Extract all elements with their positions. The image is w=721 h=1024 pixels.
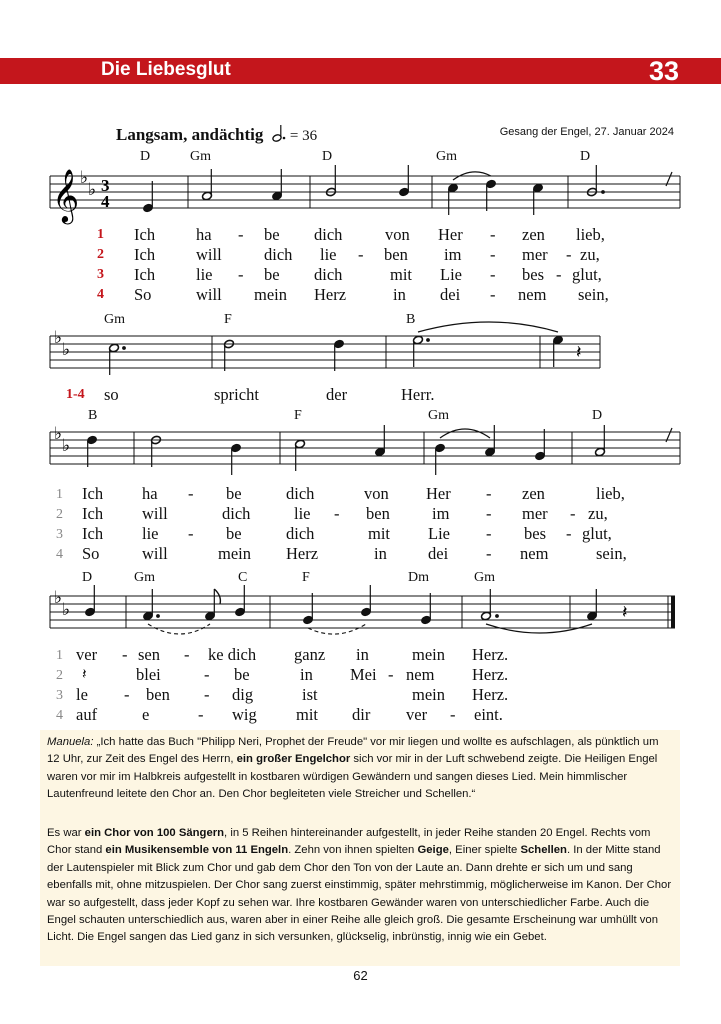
verse-number: 3 — [56, 688, 63, 703]
chord-symbol: Dm — [408, 570, 429, 585]
lyric-syllable: glut, — [572, 265, 602, 284]
lyric-syllable: sen — [138, 645, 160, 664]
tempo-text: Langsam, andächtig — [116, 125, 264, 144]
lyric-syllable: dich — [314, 225, 343, 244]
lyric-syllable: - — [490, 285, 496, 304]
narrative-paragraph-2: Es war ein Chor von 100 Sängern, in 5 Reihen hintereinander aufgestellt, in jeder Reihe standen 20 Engel. Rechts vom Chor stand ein Musikensemble von 11 Engeln. Zehn von ihnen spielten Geige, Einer spielte Schellen. In der Mitte stand der Lautenspieler mit Blick zum Chor und gab dem Chor den Ton von der Laute an. Dann drehte er sich um und sang ebenfalls mit, ohne mitzuspielen. Der Chor sang zuerst einstimmig, später mehrstimmig, möglicherweise im Kanon. Der Chor war so aufgestellt, dass jeder Kopf zu sehen war. Ihre kostbaren Gewänder waren von unterschiedlicher Farbe. Auch die Engel schauten unterschiedlich aus, waren aber in einer Reihe alle gleich groß. Die gesamte Erscheinung war umhüllt von Licht. Die Engel sangen das Lied ganz in sich versunken, glückselig, inbrünstig, innig wie ein Gebet. — [47, 827, 672, 944]
lyric-syllable: mein — [412, 685, 445, 704]
lyric-syllable: lie — [196, 265, 213, 284]
lyric-syllable: lie — [320, 245, 337, 264]
lyric-syllable: ganz — [294, 645, 326, 664]
lyric-syllable: So — [134, 285, 152, 304]
tempo-bpm: = 36 — [289, 128, 318, 144]
lyric-syllable: Ich — [134, 245, 156, 264]
lyric-syllable: lie — [142, 524, 159, 543]
chord-symbol: B — [88, 408, 98, 423]
lyric-syllable: sein, — [578, 285, 609, 304]
lyric-syllable: - — [486, 484, 492, 503]
lyric-syllable: mit — [390, 265, 413, 284]
final-barline — [671, 596, 675, 628]
lyric-syllable: dei — [428, 544, 449, 563]
lyric-syllable: zen — [522, 225, 545, 244]
dotted-half-note-icon — [272, 124, 286, 142]
chord-symbol: Gm — [428, 408, 449, 423]
lyric-syllable: ver — [76, 645, 98, 664]
lyric-syllable: bes — [524, 524, 546, 543]
tie — [418, 322, 558, 332]
lyric-syllable: zu, — [588, 504, 608, 523]
lyric-syllable: ist — [302, 685, 318, 704]
lyric-syllable: in — [393, 285, 406, 304]
page-number: 62 — [353, 968, 368, 983]
chord-symbol: F — [302, 570, 310, 585]
lyric-syllable: - — [184, 645, 190, 664]
chord-symbol: F — [224, 312, 232, 327]
tempo-marking — [116, 124, 317, 145]
quarter-rest-icon: 𝄽 — [82, 665, 87, 683]
slur — [440, 429, 490, 438]
lyric-syllable: Herz. — [472, 645, 509, 664]
lyric-syllable: mit — [296, 705, 319, 724]
lyric-syllable: bes — [522, 265, 544, 284]
lyric-syllable: will — [142, 504, 168, 523]
lyric-syllable: von — [364, 484, 389, 503]
lyric-syllable: im — [444, 245, 462, 264]
verse-number: 2 — [97, 247, 104, 262]
lyric-syllable: will — [196, 245, 222, 264]
lyric-syllable: nem — [520, 544, 549, 563]
slur — [308, 624, 366, 634]
lyric-syllable: - — [188, 484, 194, 503]
verse-number: 1 — [97, 227, 104, 242]
lyric-syllable: sein, — [596, 544, 627, 563]
lyric-syllable: Lie — [440, 265, 462, 284]
lyric-syllable: - — [566, 245, 572, 264]
lyric-syllable: - — [124, 685, 130, 704]
lyric-syllable: mein — [412, 645, 445, 664]
lyric-syllable: - — [334, 504, 340, 523]
chord-symbol: D — [592, 408, 603, 423]
key-flat-icon: ♭ — [54, 424, 63, 444]
lyric-syllable: auf — [76, 705, 98, 724]
lyric-syllable: dei — [440, 285, 461, 304]
lyric-syllable: lie — [294, 504, 311, 523]
chord-symbol: D — [140, 149, 151, 164]
lyric-syllable: dich — [264, 245, 293, 264]
lyric-syllable: Ich — [134, 225, 156, 244]
lyric-syllable: so — [104, 385, 119, 404]
treble-clef-icon: 𝄞 — [52, 168, 80, 222]
lyric-syllable: - — [238, 265, 244, 284]
chord-symbol: B — [406, 312, 416, 327]
lyric-syllable: Herr. — [401, 385, 435, 404]
lyric-syllable: Ich — [82, 484, 104, 503]
lyric-syllable: der — [326, 385, 348, 404]
lyric-syllable: - — [566, 524, 572, 543]
lyric-syllable: - — [490, 245, 496, 264]
lyric-syllable: ben — [384, 245, 408, 264]
lyric-syllable: nem — [518, 285, 547, 304]
lyric-syllable: Herz. — [472, 665, 509, 684]
key-flat-icon: ♭ — [62, 340, 71, 360]
lyric-syllable: - — [388, 665, 394, 684]
lyric-syllable: be — [234, 665, 250, 684]
lyric-syllable: in — [374, 544, 387, 563]
lyric-syllable: ben — [146, 685, 170, 704]
lyric-syllable: be — [226, 484, 242, 503]
lyric-syllable: dich — [222, 504, 251, 523]
lyric-syllable: mit — [368, 524, 391, 543]
verse-number: 4 — [56, 708, 63, 723]
lyric-syllable: - — [358, 245, 364, 264]
lyric-syllable: lieb, — [596, 484, 625, 503]
lyric-syllable: ha — [196, 225, 212, 244]
narrative-paragraph-1: Manuela: „Ich hatte das Buch "Philipp Neri, Prophet der Freude" vor mir liegen und wollte es aufschlagen, als pünktlich um 12 Uhr, zur Zeit des Engel des Herrn, ein großer Engelchor sich vor mir in der Luft schwebend zeigte. Die Heiligen Engel waren vor mir im Halbkreis aufgestellt in kostbaren würdigen Gewändern und sangen dieses Lied. Mein himmlischer Lautenfreund leitete den Chor an. Den Chor begleiteten viele Streicher und Schellen.“ — [47, 736, 659, 801]
lyric-syllable: le — [76, 685, 88, 704]
lyric-syllable: dig — [232, 685, 254, 704]
lyric-syllable: Herz — [286, 544, 319, 563]
key-flat-icon: ♭ — [80, 168, 89, 188]
lyric-syllable: ver — [406, 705, 428, 724]
lyric-syllable: ha — [142, 484, 158, 503]
verse-number: 1-4 — [66, 387, 85, 402]
lyric-syllable: von — [385, 225, 410, 244]
song-number: 33 — [648, 56, 679, 86]
chord-symbol: Gm — [134, 570, 155, 585]
chord-symbol: Gm — [474, 570, 495, 585]
lyric-syllable: lieb, — [576, 225, 605, 244]
verse-number: 1 — [56, 648, 63, 663]
lyric-syllable: Mei — [350, 665, 377, 684]
chord-symbol: D — [82, 570, 93, 585]
key-flat-icon: ♭ — [62, 600, 71, 620]
lyric-syllable: dir — [352, 705, 371, 724]
lyric-syllable: - — [450, 705, 456, 724]
verse-number: 2 — [56, 507, 63, 522]
lyric-syllable: ke dich — [208, 645, 257, 664]
chord-symbol: Gm — [436, 149, 457, 164]
chord-symbol: C — [238, 570, 248, 585]
chord-symbol: F — [294, 408, 302, 423]
lyric-syllable: be — [264, 225, 280, 244]
lyric-syllable: mein — [218, 544, 251, 563]
lyric-syllable: in — [356, 645, 369, 664]
quarter-rest-icon: 𝄽 — [576, 342, 582, 363]
lyric-syllable: - — [122, 645, 128, 664]
lyric-syllable: blei — [136, 665, 161, 684]
lyric-syllable: So — [82, 544, 100, 563]
verse-number: 4 — [97, 287, 104, 302]
narrative-box — [40, 730, 680, 966]
verse-number: 3 — [56, 527, 63, 542]
lyric-syllable: glut, — [582, 524, 612, 543]
time-signature: 3 — [101, 176, 110, 195]
slur — [148, 624, 210, 634]
chord-symbol: Gm — [190, 149, 211, 164]
lyric-syllable: ben — [366, 504, 390, 523]
staff-system-4 — [0, 580, 721, 640]
staff-system-3 — [0, 416, 721, 476]
lyric-syllable: im — [432, 504, 450, 523]
lyric-syllable: - — [198, 705, 204, 724]
lyric-syllable: - — [570, 504, 576, 523]
lyric-syllable: - — [556, 265, 562, 284]
key-flat-icon: ♭ — [62, 436, 71, 456]
lyric-syllable: - — [486, 544, 492, 563]
lyric-syllable: Her — [426, 484, 451, 503]
lyric-syllable: Herz — [314, 285, 347, 304]
lyric-syllable: dich — [286, 484, 315, 503]
lyric-syllable: mer — [522, 245, 548, 264]
lyric-syllable: Lie — [428, 524, 450, 543]
lyric-syllable: Her — [438, 225, 463, 244]
lyric-syllable: zen — [522, 484, 545, 503]
lyric-syllable: mein — [254, 285, 287, 304]
speaker-name: Manuela: — [47, 736, 94, 748]
lyric-syllable: - — [486, 504, 492, 523]
lyric-syllable: Herz. — [472, 685, 509, 704]
verse-number: 4 — [56, 547, 63, 562]
lyric-syllable: will — [196, 285, 222, 304]
lyric-syllable: spricht — [214, 385, 259, 404]
lyric-syllable: eint. — [474, 705, 503, 724]
song-title: Die Liebesglut — [101, 59, 231, 80]
source-note: Gesang der Engel, 27. Januar 2024 — [499, 126, 674, 138]
lyric-syllable: dich — [286, 524, 315, 543]
key-flat-icon: ♭ — [54, 588, 63, 608]
lyric-syllable: will — [142, 544, 168, 563]
staff-system-1 — [0, 160, 721, 220]
lyric-syllable: nem — [406, 665, 435, 684]
lyric-syllable: zu, — [580, 245, 600, 264]
lyric-syllable: Ich — [82, 524, 104, 543]
lyric-syllable: - — [486, 524, 492, 543]
chord-symbol: D — [580, 149, 591, 164]
lyric-syllable: - — [238, 225, 244, 244]
chord-symbol: D — [322, 149, 333, 164]
lyric-syllable: wig — [232, 705, 257, 724]
verse-number: 2 — [56, 668, 63, 683]
quarter-rest-icon: 𝄽 — [622, 602, 628, 623]
lyric-syllable: - — [188, 524, 194, 543]
lyric-syllable: - — [204, 665, 210, 684]
lyric-syllable: be — [226, 524, 242, 543]
lyric-syllable: mer — [522, 504, 548, 523]
lyric-syllable: in — [300, 665, 313, 684]
time-signature: 4 — [101, 192, 110, 211]
key-flat-icon: ♭ — [88, 180, 97, 200]
lyric-syllable: - — [490, 265, 496, 284]
lyric-syllable: e — [142, 705, 150, 724]
lyric-syllable: - — [490, 225, 496, 244]
chord-symbol: Gm — [104, 312, 125, 327]
title-banner — [0, 58, 721, 84]
key-flat-icon: ♭ — [54, 328, 63, 348]
staff-system-2 — [0, 320, 721, 380]
lyric-syllable: dich — [314, 265, 343, 284]
lyric-syllable: - — [204, 685, 210, 704]
lyric-syllable: be — [264, 265, 280, 284]
lyric-syllable: Ich — [134, 265, 156, 284]
lyric-syllable: Ich — [82, 504, 104, 523]
verse-number: 1 — [56, 487, 63, 502]
verse-number: 3 — [97, 267, 104, 282]
